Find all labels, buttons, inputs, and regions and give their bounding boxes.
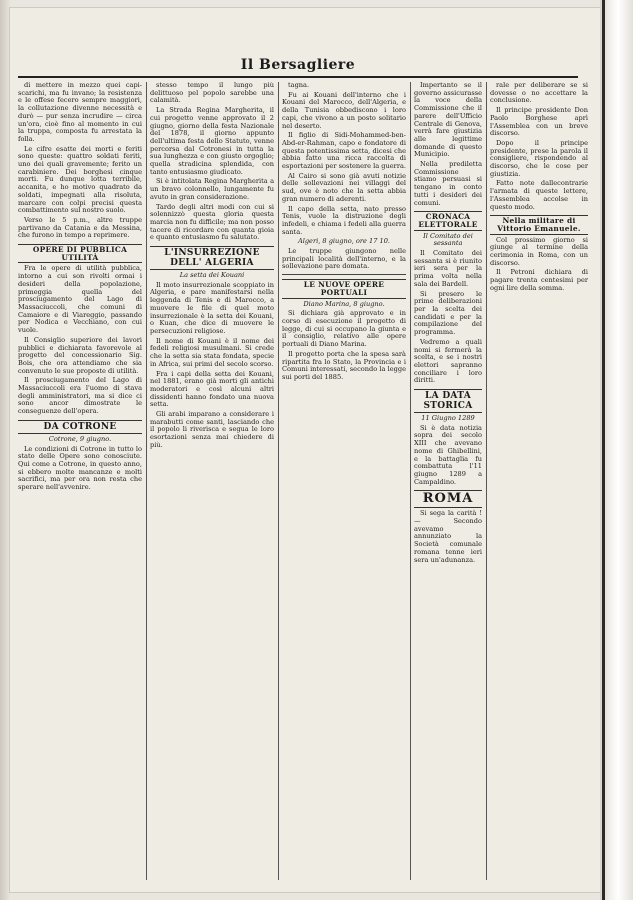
dateline: Cotrone, 9 giugno. bbox=[48, 434, 112, 443]
paragraph: Le condizioni di Cotrone in tutto lo stato delle Opere sono conosciute. Qui come a Cotrone, in questo anno, si ebbero molte mancanze e molti sacrifici, ma per ora non resta che sperare nell'avvenire. bbox=[18, 444, 142, 492]
paragraph: Fatto note dallecontrarie l'armata di queste lettere, l'Assemblea accolse in questo modo. bbox=[490, 179, 588, 211]
paragraph: Si presero le prime deliberazioni per la scelta dei candidati e per la compilazione del programma. bbox=[414, 289, 482, 337]
paragraph: Il figlio di Sidi-Mohammed-ben-Abd-er-Rahman, capo e fondatore di questa potentissima setta, dicesi che abbia fatto una ricca raccolta di esportazioni per sostenere la guerra. bbox=[282, 131, 406, 171]
scan-margin bbox=[600, 0, 633, 900]
subheading: Il Comitato dei sessanta bbox=[423, 231, 473, 248]
paragraph: Il prosciugamento del Lago di Massaciuccoli era l'uomo di stava degli amministratori, ma si dice ci sono ancor dimostrate le conseguenze dell'opera. bbox=[18, 376, 142, 416]
paragraph: Col prossimo giorno si giunge al termine della cerimonia in Roma, con un discorso. bbox=[490, 235, 588, 267]
paragraph: Dopo il principe presidente, prese la parola il consigliere, rispondendo al discorso, che le cose per giustizia. bbox=[490, 138, 588, 178]
paragraph: Vedremo a quali nomi si fermerà la scelta, e se i nostri elettori sapranno conciliare i loro diritti. bbox=[414, 337, 482, 385]
heading-la-data-storica: LA DATA STORICA bbox=[414, 389, 482, 413]
paragraph: Verso le 5 p.m., altre truppe partivano da Catania e da Messina, che furono in tempo a reprimere. bbox=[18, 215, 142, 240]
subheading: La setta dei Kouani bbox=[179, 271, 245, 280]
paragraph: La Strada Regina Margherita, il cui progetto venne approvato il 2 giugno, giorno della festa Nazionale del 1878, il giorno appunto dell'ultima festa dello Statuto, venne percorsa dal Cotronesi in tutta la sua lunghezza e con giusto orgoglio; quella stradicina splendida, con tanto entusiasmo giudicato. bbox=[150, 106, 274, 176]
paragraph: Il moto insurrezionale scoppiato in Algeria, e pare manifestarsi nella leggenda di Tenis e di Marocco, a muovere le file di quel moto insurrezionale è la setta dei Kouani, o Kuan, che dice di muovere le persecuzioni religiose. bbox=[150, 280, 274, 335]
paragraph: Il Consiglio superiore dei lavori pubblici e dichiarata favorevole al progetto del concessionario Sig. Bois, che ora attendiamo che sia convenuto le sue proposte di utilità. bbox=[18, 335, 142, 375]
heading-roma: ROMA bbox=[414, 490, 482, 508]
paragraph: Fu ai Kouani dell'interno che i Kouani del Marocco, dell'Algeria, e della Tunisia obbediscono i loro capi, che vivono a un posto solitario nel deserto. bbox=[282, 90, 406, 130]
column-4 bbox=[414, 82, 482, 882]
paragraph: di mettere in mezzo quei capi-scarichi, ma fu invano; la resistenza e le offese fecero sempre maggiori, la collutazione divenne necessità e durò — pur senza incrudire — circa un'ora, cioè fino al momento in cui la truppa, composta fu arrestata la folla. bbox=[18, 82, 142, 143]
paragraph: Le truppe giungono nelle principali località dell'interno, e la sollevazione pare domata. bbox=[282, 247, 406, 271]
heading-insurrezione-algeria: L'INSURREZIONE DELL' ALGERIA bbox=[150, 246, 274, 270]
paragraph: Impertanto se il governo assicurasse la voce della Commissione che il parere dell'Ufficio Centrale di Genova, verrà fare giustizia alle legittime domande di questo Municipio. bbox=[414, 82, 482, 159]
paragraph: Tardo degli altri modi con cui si solennizzò questa gloria questa marcia non fu difficile; ma non posso tacere di ricordare con quanta gioia e quanto entusiasmo fu salutato. bbox=[150, 202, 274, 242]
paragraph: Il capo della setta, nato presso Tenis, vuole la distruzione degli infedeli, e chiama i fedeli alla guerra santa. bbox=[282, 204, 406, 236]
heading-cronaca-elettorale: CRONACA ELETTORALE bbox=[414, 211, 482, 230]
column-5 bbox=[490, 82, 588, 882]
heading-nuove-opere-portuali: LE NUOVE OPERE PORTUALI bbox=[282, 279, 406, 298]
paragraph: Nella prediletta Commissione stiamo persuasi si tengano in conto tutti i desideri dei comuni. bbox=[414, 160, 482, 207]
masthead bbox=[18, 54, 578, 76]
paragraph: stesso tempo il lungo più delittuoso pel popolo sarebbe una calamità. bbox=[150, 82, 274, 105]
heading-da-cotrone: DA COTRONE bbox=[18, 420, 142, 434]
masthead-rule bbox=[18, 76, 578, 78]
column-3 bbox=[282, 82, 406, 882]
dateline: Algeri, 8 giugno, ore 17 10. bbox=[297, 237, 391, 246]
paragraph: Le cifre esatte dei morti e feriti sono queste: quattro soldati feriti, uno dei quali gravemente; ferito un carabiniere. Dei borghesi cinque morti. Fu dunque lotta terribile, accanita, e ho motivo quadrato da soldati, impegnati alla risoluta, marcare con colpi precisi questa combattimento sul nostro suolo. bbox=[18, 144, 142, 215]
subheading: 11 Giugno 1289 bbox=[421, 414, 475, 423]
paragraph: Si è intitolata Regina Margherita a un bravo colonnello, lungamente fu avuto in gran considerazione. bbox=[150, 177, 274, 201]
column-rule bbox=[278, 82, 279, 880]
paragraph: Il progetto porta che la spesa sarà ripartita fra lo Stato, la Provincia e i Comuni interessati, secondo la legge sui porti del 1885. bbox=[282, 349, 406, 381]
page-binding-edge bbox=[0, 0, 10, 900]
paragraph: rale per deliberare se si dovesse o no accettare la conclusione. bbox=[490, 82, 588, 105]
paragraph: Gli arabi imparano a considerare i marabutti come santi, lasciando che il popolo li riverisca e segua le loro esortazioni senza mai chiedere di più. bbox=[150, 410, 274, 449]
masthead-title: Il Bersagliere bbox=[240, 57, 356, 73]
paragraph: Il principe presidente Don Paolo Borghese aprì l'Assemblea con un breve discorso. bbox=[490, 106, 588, 138]
paragraph: tagna. bbox=[288, 82, 310, 89]
column-rule bbox=[146, 82, 147, 880]
heading-nella-militare: Nella militare di Vittorio Emanuele. bbox=[490, 215, 588, 234]
paragraph: Il Comitato dei sessanta si è riunito ieri sera per la prima volta nella sala dei Bardell. bbox=[414, 249, 482, 288]
paragraph: Al Cairo si sono già avuti notizie delle sollevazioni nei villaggi del sud, ove è noto che la setta abbia gran numero di aderenti. bbox=[282, 171, 406, 203]
column-1 bbox=[18, 82, 142, 882]
column-rule bbox=[410, 82, 411, 880]
column-2 bbox=[150, 82, 274, 882]
paragraph: Fra le opere di utilità pubblica, intorno a cui son rivolti ormai i desideri della popolazione, primeggia quella del prosciugamento del Lago di Massaciuccoli, che comuni di Camaiore e di Viareggio, passando per Nodica e Vecchiano, con cui vuole. bbox=[18, 264, 142, 335]
paragraph: Si dichiara già approvato e in corso di esecuzione il progetto di legge, di cui si occupano la giunta e il consiglio, relativo alle opere portuali di Diano Marina. bbox=[282, 309, 406, 349]
dateline: Diano Marina, 8 giugno. bbox=[303, 299, 385, 308]
paragraph: Il Petroni dichiara di pagare trenta centesimi per ogni lire della somma. bbox=[490, 268, 588, 292]
paragraph: Il nome di Kouani è il nome dei fedeli religiosi musulmani. Si crede che la setta sia stata fondata, specie in Africa, sui primi del secolo scorso. bbox=[150, 336, 274, 368]
heading-opere-pubblica-utilita: OPERE DI PUBBLICA UTILITÀ bbox=[18, 244, 142, 263]
paragraph: Fra i capi della setta dei Kouani, nel 1881, erano già morti gli antichi moderatori e così alcuni altri dissidenti hanno fondato una nuova setta. bbox=[150, 369, 274, 409]
paragraph: Si è data notizia sopra dei secolo XIII che avevano nome di Ghibellini, e la battaglia fu combattuta l'11 giugno 1289 a Campaldino. bbox=[414, 423, 482, 486]
column-rule bbox=[486, 82, 487, 880]
section-divider bbox=[282, 274, 406, 275]
paragraph: Si sega la carità ! — Secondo avevamo annunziato la Società comunale romana tenne ieri sera un'adunanza. bbox=[414, 509, 482, 564]
